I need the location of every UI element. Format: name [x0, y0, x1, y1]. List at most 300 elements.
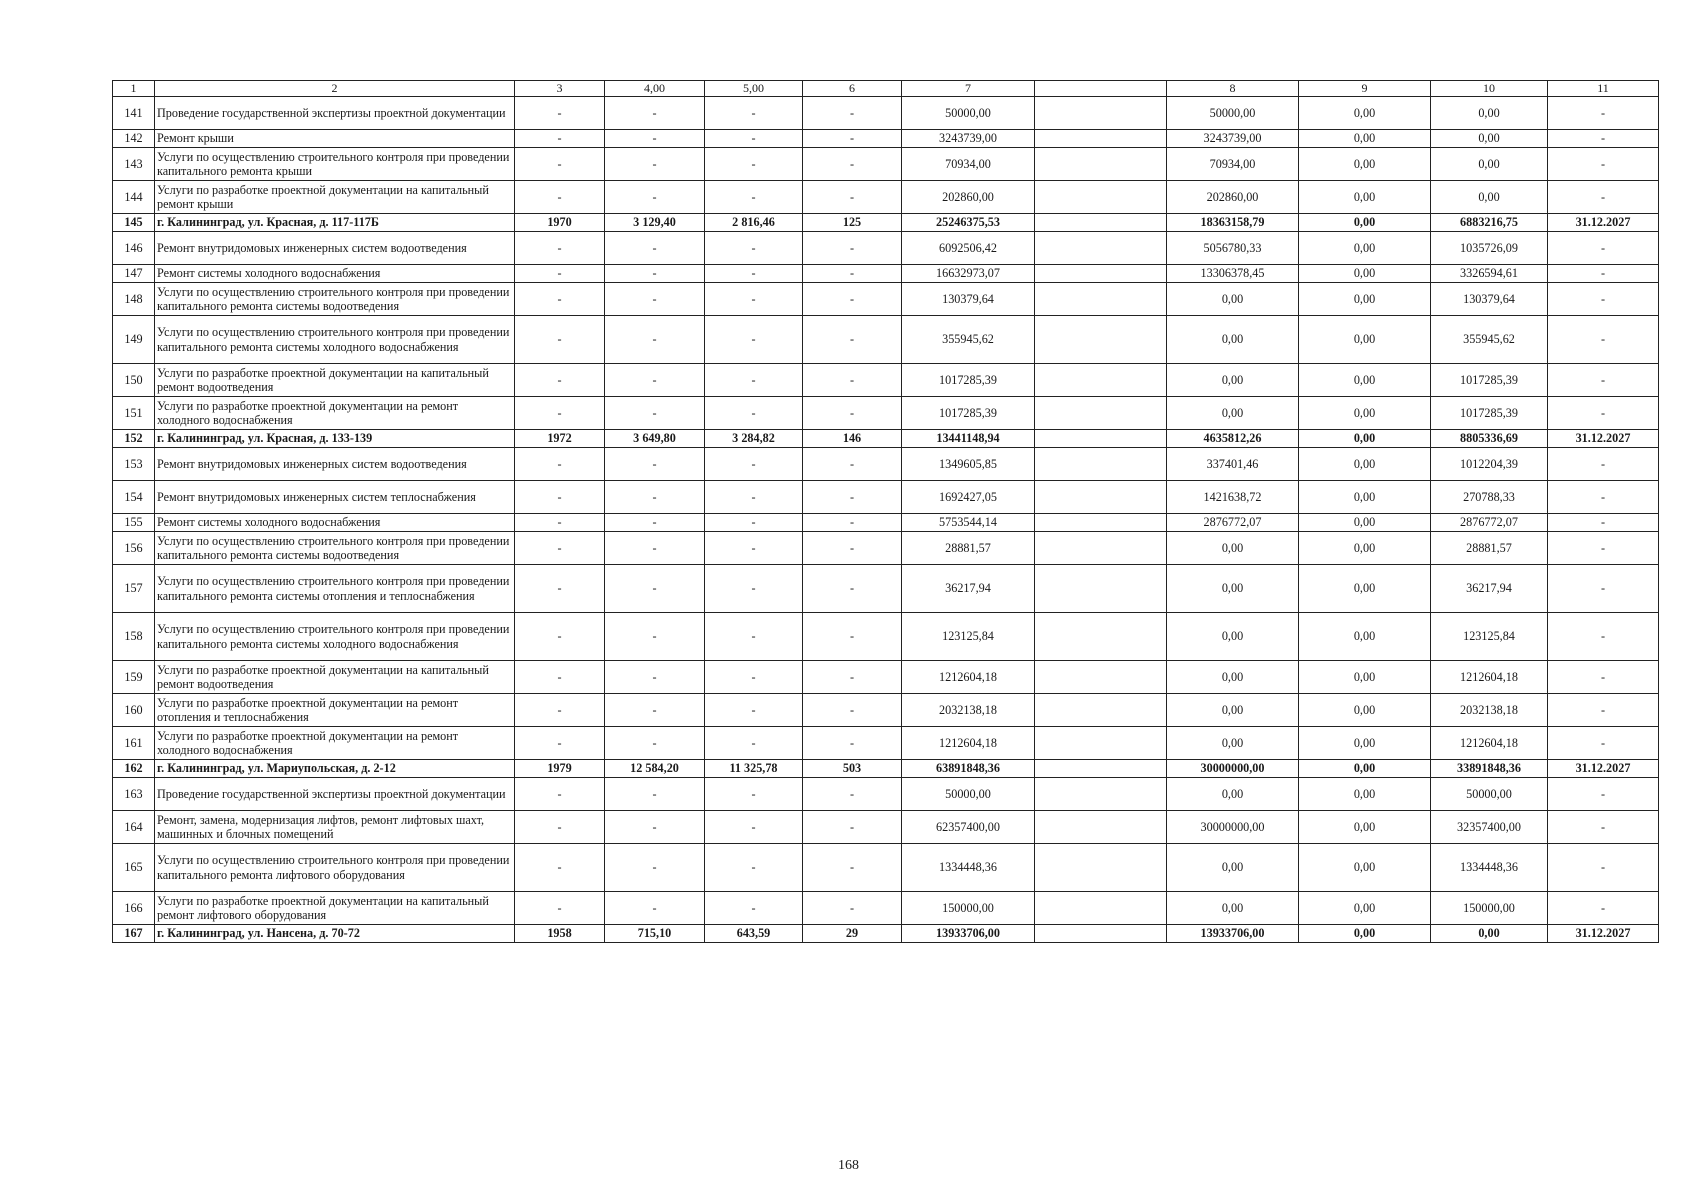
cell-n: 165 — [113, 844, 155, 892]
cell-name: Ремонт крыши — [155, 130, 515, 148]
header-cell: 2 — [155, 81, 515, 97]
cell-c4: 715,10 — [605, 925, 705, 943]
cell-n: 153 — [113, 448, 155, 481]
cell-c9: 0,00 — [1299, 613, 1431, 661]
cell-c8: 0,00 — [1167, 532, 1299, 565]
cell-c5: - — [705, 283, 803, 316]
table-row — [113, 514, 1659, 532]
header-cell: 7 — [902, 81, 1035, 97]
cell-c4: - — [605, 316, 705, 364]
cell-c7: 1349605,85 — [902, 448, 1035, 481]
cell-c10: 1212604,18 — [1431, 727, 1548, 760]
table-row — [113, 316, 1659, 364]
cell-c7: 28881,57 — [902, 532, 1035, 565]
cell-c11: - — [1548, 148, 1659, 181]
cell-c5: - — [705, 694, 803, 727]
cell-empty — [1035, 892, 1167, 925]
cell-c10: 2032138,18 — [1431, 694, 1548, 727]
cell-c9: 0,00 — [1299, 283, 1431, 316]
cell-c7: 150000,00 — [902, 892, 1035, 925]
cell-c6: - — [803, 181, 902, 214]
cell-c3: - — [515, 661, 605, 694]
cell-c8: 202860,00 — [1167, 181, 1299, 214]
cell-c9: 0,00 — [1299, 481, 1431, 514]
cell-n: 167 — [113, 925, 155, 943]
cell-c6: - — [803, 694, 902, 727]
cell-c5: - — [705, 397, 803, 430]
cell-n: 149 — [113, 316, 155, 364]
cell-c11: 31.12.2027 — [1548, 760, 1659, 778]
cell-c4: - — [605, 892, 705, 925]
cell-n: 162 — [113, 760, 155, 778]
cell-c7: 25246375,53 — [902, 214, 1035, 232]
cell-c10: 1017285,39 — [1431, 397, 1548, 430]
cell-c6: - — [803, 130, 902, 148]
cell-c10: 130379,64 — [1431, 283, 1548, 316]
cell-c7: 62357400,00 — [902, 811, 1035, 844]
cell-c8: 13306378,45 — [1167, 265, 1299, 283]
cell-c5: - — [705, 481, 803, 514]
cell-c9: 0,00 — [1299, 97, 1431, 130]
cell-empty — [1035, 532, 1167, 565]
cell-c4: - — [605, 778, 705, 811]
cell-c5: - — [705, 148, 803, 181]
cell-empty — [1035, 214, 1167, 232]
table-row — [113, 130, 1659, 148]
cell-c7: 6092506,42 — [902, 232, 1035, 265]
cell-c10: 36217,94 — [1431, 565, 1548, 613]
cell-c5: - — [705, 727, 803, 760]
cell-c5: - — [705, 265, 803, 283]
cell-c10: 8805336,69 — [1431, 430, 1548, 448]
cell-n: 157 — [113, 565, 155, 613]
cell-empty — [1035, 925, 1167, 943]
cell-name: Услуги по осуществлению строительного контроля при проведении капитального ремонта системы отопления и теплоснабжения — [155, 565, 515, 613]
cell-c7: 1017285,39 — [902, 364, 1035, 397]
table-row — [113, 283, 1659, 316]
cell-c5: - — [705, 565, 803, 613]
cell-c3: 1979 — [515, 760, 605, 778]
cell-c9: 0,00 — [1299, 316, 1431, 364]
cell-c4: - — [605, 694, 705, 727]
cell-c7: 123125,84 — [902, 613, 1035, 661]
table-row — [113, 265, 1659, 283]
cell-c4: - — [605, 613, 705, 661]
cell-empty — [1035, 565, 1167, 613]
cell-c10: 28881,57 — [1431, 532, 1548, 565]
table-row — [113, 481, 1659, 514]
cell-c10: 50000,00 — [1431, 778, 1548, 811]
cell-n: 143 — [113, 148, 155, 181]
cell-c8: 0,00 — [1167, 565, 1299, 613]
cell-c9: 0,00 — [1299, 778, 1431, 811]
cell-c11: - — [1548, 661, 1659, 694]
cell-c6: - — [803, 448, 902, 481]
cell-c11: - — [1548, 811, 1659, 844]
cell-c11: - — [1548, 397, 1659, 430]
cell-c6: - — [803, 514, 902, 532]
cell-c3: - — [515, 283, 605, 316]
cell-c5: - — [705, 844, 803, 892]
cell-empty — [1035, 430, 1167, 448]
cell-c3: - — [515, 694, 605, 727]
cell-name: Услуги по осуществлению строительного контроля при проведении капитального ремонта крыши — [155, 148, 515, 181]
cell-c8: 2876772,07 — [1167, 514, 1299, 532]
cell-c10: 3326594,61 — [1431, 265, 1548, 283]
table-row — [113, 892, 1659, 925]
cell-c6: - — [803, 97, 902, 130]
cell-c4: - — [605, 727, 705, 760]
cell-c6: - — [803, 892, 902, 925]
cell-name: Услуги по осуществлению строительного контроля при проведении капитального ремонта системы холодного водоснабжения — [155, 613, 515, 661]
cell-c9: 0,00 — [1299, 181, 1431, 214]
header-cell: 1 — [113, 81, 155, 97]
cell-name: Ремонт, замена, модернизация лифтов, ремонт лифтовых шахт, машинных и блочных помещений — [155, 811, 515, 844]
header-cell: 10 — [1431, 81, 1548, 97]
cell-c4: - — [605, 481, 705, 514]
cell-empty — [1035, 283, 1167, 316]
cell-c8: 0,00 — [1167, 778, 1299, 811]
header-cell: 11 — [1548, 81, 1659, 97]
cell-name: г. Калининград, ул. Мариупольская, д. 2-12 — [155, 760, 515, 778]
header-row — [113, 81, 1659, 97]
cell-name: Услуги по разработке проектной документации на ремонт холодного водоснабжения — [155, 727, 515, 760]
cell-empty — [1035, 130, 1167, 148]
cell-c9: 0,00 — [1299, 430, 1431, 448]
cell-c8: 1421638,72 — [1167, 481, 1299, 514]
cell-c5: - — [705, 778, 803, 811]
cell-c6: - — [803, 844, 902, 892]
cell-c5: - — [705, 232, 803, 265]
cell-c6: - — [803, 565, 902, 613]
table-row — [113, 430, 1659, 448]
cell-c11: - — [1548, 514, 1659, 532]
cell-c5: - — [705, 613, 803, 661]
cell-c6: 29 — [803, 925, 902, 943]
cell-c9: 0,00 — [1299, 925, 1431, 943]
cell-c4: - — [605, 811, 705, 844]
cell-c3: - — [515, 232, 605, 265]
cell-c7: 50000,00 — [902, 778, 1035, 811]
cell-c11: - — [1548, 130, 1659, 148]
cell-c5: - — [705, 532, 803, 565]
cell-c6: - — [803, 727, 902, 760]
cell-c4: - — [605, 844, 705, 892]
cell-c3: - — [515, 181, 605, 214]
cell-c7: 50000,00 — [902, 97, 1035, 130]
header-cell — [1035, 81, 1167, 97]
cell-c7: 70934,00 — [902, 148, 1035, 181]
cell-name: Услуги по разработке проектной документации на ремонт отопления и теплоснабжения — [155, 694, 515, 727]
cell-empty — [1035, 844, 1167, 892]
cell-c4: - — [605, 448, 705, 481]
table-row — [113, 727, 1659, 760]
cell-c5: - — [705, 514, 803, 532]
cell-c11: - — [1548, 265, 1659, 283]
cell-c4: - — [605, 514, 705, 532]
cell-empty — [1035, 448, 1167, 481]
cell-name: Услуги по разработке проектной документации на ремонт холодного водоснабжения — [155, 397, 515, 430]
cell-c5: - — [705, 892, 803, 925]
cell-c9: 0,00 — [1299, 130, 1431, 148]
cell-c10: 2876772,07 — [1431, 514, 1548, 532]
cell-c7: 13933706,00 — [902, 925, 1035, 943]
cell-c10: 32357400,00 — [1431, 811, 1548, 844]
table-row — [113, 448, 1659, 481]
cell-c6: - — [803, 148, 902, 181]
cell-c10: 33891848,36 — [1431, 760, 1548, 778]
table-row — [113, 778, 1659, 811]
cell-empty — [1035, 727, 1167, 760]
cell-c9: 0,00 — [1299, 532, 1431, 565]
cell-c5: - — [705, 448, 803, 481]
cell-n: 159 — [113, 661, 155, 694]
cell-empty — [1035, 811, 1167, 844]
table-row — [113, 661, 1659, 694]
cell-c4: 3 649,80 — [605, 430, 705, 448]
cell-c6: - — [803, 661, 902, 694]
table-row — [113, 532, 1659, 565]
cell-c9: 0,00 — [1299, 661, 1431, 694]
cell-c11: - — [1548, 364, 1659, 397]
cell-c9: 0,00 — [1299, 232, 1431, 265]
cell-n: 146 — [113, 232, 155, 265]
cell-c11: - — [1548, 727, 1659, 760]
cell-n: 148 — [113, 283, 155, 316]
cell-c7: 63891848,36 — [902, 760, 1035, 778]
cell-c11: - — [1548, 481, 1659, 514]
cell-c9: 0,00 — [1299, 694, 1431, 727]
table-row — [113, 613, 1659, 661]
table-row — [113, 844, 1659, 892]
cell-c6: - — [803, 397, 902, 430]
cell-empty — [1035, 181, 1167, 214]
cell-c8: 30000000,00 — [1167, 811, 1299, 844]
cell-n: 152 — [113, 430, 155, 448]
cell-c10: 6883216,75 — [1431, 214, 1548, 232]
cell-c7: 1692427,05 — [902, 481, 1035, 514]
table-row — [113, 694, 1659, 727]
cell-c4: - — [605, 661, 705, 694]
cell-c11: - — [1548, 232, 1659, 265]
cell-c11: 31.12.2027 — [1548, 925, 1659, 943]
cell-c10: 270788,33 — [1431, 481, 1548, 514]
cell-c11: - — [1548, 316, 1659, 364]
cell-c7: 355945,62 — [902, 316, 1035, 364]
cell-c11: - — [1548, 283, 1659, 316]
cell-c8: 18363158,79 — [1167, 214, 1299, 232]
cell-c8: 0,00 — [1167, 613, 1299, 661]
cell-c3: 1970 — [515, 214, 605, 232]
cell-name: Проведение государственной экспертизы проектной документации — [155, 97, 515, 130]
cell-c11: - — [1548, 613, 1659, 661]
table-row — [113, 565, 1659, 613]
cell-c3: - — [515, 265, 605, 283]
table-row — [113, 181, 1659, 214]
cell-name: Ремонт внутридомовых инженерных систем водоотведения — [155, 232, 515, 265]
cell-c10: 0,00 — [1431, 130, 1548, 148]
table-row — [113, 214, 1659, 232]
cell-c7: 1017285,39 — [902, 397, 1035, 430]
cell-empty — [1035, 148, 1167, 181]
cell-c10: 1017285,39 — [1431, 364, 1548, 397]
cell-empty — [1035, 778, 1167, 811]
cell-c9: 0,00 — [1299, 892, 1431, 925]
cell-c3: - — [515, 364, 605, 397]
table-row — [113, 148, 1659, 181]
cell-c3: - — [515, 514, 605, 532]
cell-c8: 0,00 — [1167, 397, 1299, 430]
cell-c7: 36217,94 — [902, 565, 1035, 613]
cell-name: Услуги по разработке проектной документации на капитальный ремонт лифтового оборудования — [155, 892, 515, 925]
cell-empty — [1035, 316, 1167, 364]
header-cell: 9 — [1299, 81, 1431, 97]
cell-c6: - — [803, 232, 902, 265]
cell-c7: 13441148,94 — [902, 430, 1035, 448]
cell-c6: 146 — [803, 430, 902, 448]
cell-c3: - — [515, 844, 605, 892]
cell-c5: - — [705, 181, 803, 214]
cell-c7: 2032138,18 — [902, 694, 1035, 727]
cell-c8: 0,00 — [1167, 364, 1299, 397]
cell-c9: 0,00 — [1299, 514, 1431, 532]
cell-n: 147 — [113, 265, 155, 283]
cell-c8: 0,00 — [1167, 283, 1299, 316]
cell-c8: 337401,46 — [1167, 448, 1299, 481]
cell-name: Услуги по осуществлению строительного контроля при проведении капитального ремонта системы холодного водоснабжения — [155, 316, 515, 364]
table-row — [113, 760, 1659, 778]
cell-c4: - — [605, 283, 705, 316]
cell-c5: 2 816,46 — [705, 214, 803, 232]
cell-c9: 0,00 — [1299, 397, 1431, 430]
cell-c4: - — [605, 181, 705, 214]
cell-n: 155 — [113, 514, 155, 532]
cell-c10: 0,00 — [1431, 148, 1548, 181]
cell-c11: - — [1548, 448, 1659, 481]
cell-name: Услуги по осуществлению строительного контроля при проведении капитального ремонта лифтового оборудования — [155, 844, 515, 892]
cell-c8: 0,00 — [1167, 694, 1299, 727]
cell-c7: 1334448,36 — [902, 844, 1035, 892]
cell-c11: - — [1548, 844, 1659, 892]
cell-name: Услуги по осуществлению строительного контроля при проведении капитального ремонта системы водоотведения — [155, 283, 515, 316]
cell-c7: 5753544,14 — [902, 514, 1035, 532]
cell-c10: 0,00 — [1431, 925, 1548, 943]
cell-empty — [1035, 661, 1167, 694]
cell-c4: - — [605, 130, 705, 148]
cell-c7: 1212604,18 — [902, 661, 1035, 694]
cell-c9: 0,00 — [1299, 565, 1431, 613]
cell-c10: 150000,00 — [1431, 892, 1548, 925]
cell-c6: - — [803, 364, 902, 397]
cell-c11: - — [1548, 778, 1659, 811]
cell-name: Услуги по осуществлению строительного контроля при проведении капитального ремонта системы водоотведения — [155, 532, 515, 565]
cell-c8: 0,00 — [1167, 727, 1299, 760]
table-row — [113, 397, 1659, 430]
cell-c8: 70934,00 — [1167, 148, 1299, 181]
cell-c9: 0,00 — [1299, 448, 1431, 481]
cell-n: 160 — [113, 694, 155, 727]
cell-c3: 1972 — [515, 430, 605, 448]
header-cell: 3 — [515, 81, 605, 97]
cell-c4: - — [605, 565, 705, 613]
header-cell: 6 — [803, 81, 902, 97]
cell-c9: 0,00 — [1299, 265, 1431, 283]
cell-c4: - — [605, 397, 705, 430]
cell-c4: - — [605, 97, 705, 130]
cell-c11: - — [1548, 565, 1659, 613]
cell-empty — [1035, 397, 1167, 430]
cell-c10: 1334448,36 — [1431, 844, 1548, 892]
cell-c3: - — [515, 811, 605, 844]
cell-c3: - — [515, 565, 605, 613]
cell-n: 158 — [113, 613, 155, 661]
cell-empty — [1035, 694, 1167, 727]
cell-c10: 0,00 — [1431, 97, 1548, 130]
cell-c3: - — [515, 613, 605, 661]
cell-c7: 3243739,00 — [902, 130, 1035, 148]
cell-n: 154 — [113, 481, 155, 514]
cell-c4: 3 129,40 — [605, 214, 705, 232]
cell-name: Ремонт системы холодного водоснабжения — [155, 265, 515, 283]
cell-empty — [1035, 760, 1167, 778]
cell-name: Услуги по разработке проектной документации на капитальный ремонт водоотведения — [155, 364, 515, 397]
cell-c9: 0,00 — [1299, 760, 1431, 778]
cell-c7: 202860,00 — [902, 181, 1035, 214]
cell-c11: - — [1548, 181, 1659, 214]
table-row — [113, 364, 1659, 397]
cell-c5: - — [705, 130, 803, 148]
cell-c10: 123125,84 — [1431, 613, 1548, 661]
cell-c3: - — [515, 727, 605, 760]
cell-c4: 12 584,20 — [605, 760, 705, 778]
cell-empty — [1035, 364, 1167, 397]
table-row — [113, 925, 1659, 943]
cell-name: г. Калининград, ул. Красная, д. 133-139 — [155, 430, 515, 448]
cell-n: 164 — [113, 811, 155, 844]
cell-c8: 13933706,00 — [1167, 925, 1299, 943]
cell-n: 163 — [113, 778, 155, 811]
cell-c11: - — [1548, 892, 1659, 925]
cell-c9: 0,00 — [1299, 214, 1431, 232]
cell-name: Проведение государственной экспертизы проектной документации — [155, 778, 515, 811]
cell-c3: 1958 — [515, 925, 605, 943]
cell-c7: 1212604,18 — [902, 727, 1035, 760]
cell-name: Услуги по разработке проектной документации на капитальный ремонт крыши — [155, 181, 515, 214]
cell-c7: 130379,64 — [902, 283, 1035, 316]
cell-c8: 0,00 — [1167, 892, 1299, 925]
cell-n: 161 — [113, 727, 155, 760]
cell-c6: - — [803, 613, 902, 661]
cell-empty — [1035, 265, 1167, 283]
cell-c7: 16632973,07 — [902, 265, 1035, 283]
cell-name: Ремонт внутридомовых инженерных систем водоотведения — [155, 448, 515, 481]
cell-c11: - — [1548, 694, 1659, 727]
cell-c6: 125 — [803, 214, 902, 232]
page-number: 168 — [838, 1158, 859, 1173]
cell-c8: 5056780,33 — [1167, 232, 1299, 265]
cell-c3: - — [515, 532, 605, 565]
cell-c3: - — [515, 481, 605, 514]
cell-c8: 0,00 — [1167, 661, 1299, 694]
cell-n: 141 — [113, 97, 155, 130]
cell-c5: - — [705, 316, 803, 364]
header-cell: 5,00 — [705, 81, 803, 97]
cell-c9: 0,00 — [1299, 844, 1431, 892]
cell-c4: - — [605, 364, 705, 397]
cell-c9: 0,00 — [1299, 364, 1431, 397]
cell-c9: 0,00 — [1299, 811, 1431, 844]
cell-empty — [1035, 481, 1167, 514]
